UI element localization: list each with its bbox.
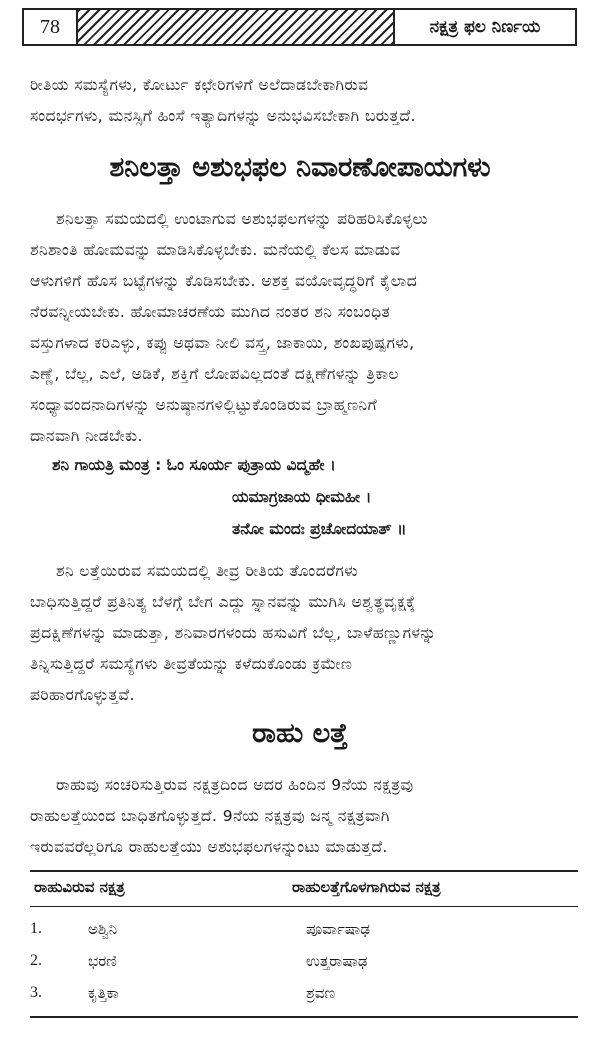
- affected-nakshatra: ಉತ್ತರಾಷಾಢ: [306, 952, 368, 970]
- section-heading-shani: ಶನಿಲತ್ತಾ ಅಶುಭಫಲ ನಿವಾರಣೋಪಾಯಗಳು: [109, 152, 491, 183]
- table-top-rule: [30, 870, 578, 872]
- text-line: ಶನಿಶಾಂತಿ ಹೋಮವನ್ನು ಮಾಡಿಸಿಕೊಳ್ಳಬೇಕು. ಮನೆಯಲ್ಲಿ ಕೆಲಸ ಮಾಡುವ: [30, 241, 401, 259]
- shani-severe-paragraph: [30, 556, 578, 711]
- text-line: ಬಾಧಿಸುತ್ತಿದ್ದರೆ ಪ್ರತಿನಿತ್ಯ ಬೆಳಗ್ಗೆ ಬೇಗ ಎದ್ದು ಸ್ನಾನವನ್ನು ಮುಗಿಸಿ ಅಶ್ವತ್ಥವೃಕ್ಷಕ್ಕೆ: [30, 593, 416, 611]
- rahu-paragraph: [30, 770, 578, 863]
- text-line: ಸಂಧ್ಯಾವಂದನಾದಿಗಳನ್ನು ಅನುಷ್ಠಾನಗಳಿಲ್ಲಿಟ್ಟುಕೊಂಡಿರುವ ಬ್ರಾಹ್ಮಣನಿಗೆ: [30, 396, 378, 414]
- page-number: 78: [24, 10, 78, 44]
- mantra-line-3: ತನೋ ಮಂದಃ ಪ್ರಚೋದಯಾತ್ ॥: [232, 520, 407, 538]
- column-header-affected: ರಾಹುಲತ್ತೆಗೊಳಗಾಗಿರುವ ನಕ್ಷತ್ರ: [292, 878, 441, 896]
- mantra-line-1: ಶನಿ ಗಾಯತ್ರಿ ಮಂತ್ರ : ಓಂ ಸೂರ್ಯ ಪುತ್ರಾಯ ವಿದ್ಮಹೇ ।: [52, 456, 336, 474]
- rahu-nakshatra: ಅಶ್ವಿನಿ: [88, 920, 118, 938]
- rahu-nakshatra: ಭರಣಿ: [88, 952, 117, 970]
- text-line: ರಾಹುಲತ್ತೆಯಿಂದ ಬಾಧಿತಗೊಳ್ಳುತ್ತದೆ. 9ನೆಯ ನಕ್ಷತ್ರವು ಜನ್ಮ ನಕ್ಷತ್ರವಾಗಿ: [30, 807, 390, 825]
- row-number: 2.: [30, 952, 42, 969]
- text-line: ಸಂದರ್ಭಗಳು, ಮನಸ್ಸಿಗೆ ಹಿಂಸೆ ಇತ್ಯಾದಿಗಳನ್ನು ಅನುಭವಿಸಬೇಕಾಗಿ ಬರುತ್ತದೆ.: [30, 107, 416, 125]
- text-line: ಇರುವವರೆಲ್ಲರಿಗೂ ರಾಹುಲತ್ತೆಯು ಅಶುಭಫಲಗಳನ್ನುಂಟು ಮಾಡುತ್ತದೆ.: [30, 838, 388, 856]
- text-line: ದಾನವಾಗಿ ನೀಡಬೇಕು.: [30, 427, 143, 445]
- intro-paragraph: [30, 70, 578, 132]
- table-row: [30, 946, 578, 978]
- text-line: ರೀತಿಯ ಸಮಸ್ಯೆಗಳು, ಕೋರ್ಟು ಕಛೇರಿಗಳಿಗೆ ಅಲೆದಾಡಬೇಕಾಗಿರುವ: [30, 76, 369, 94]
- running-title: ನಕ್ಷತ್ರ ಫಲ ನಿರ್ಣಯ: [429, 17, 541, 37]
- text-line: ಶನಿಲತ್ತಾ ಸಮಯದಲ್ಲಿ ಉಂಟಾಗುವ ಅಶುಭಫಲಗಳನ್ನು ಪರಿಹರಿಸಿಕೊಳ್ಳಲು: [56, 210, 428, 228]
- text-line: ತಿನ್ನಿಸುತ್ತಿದ್ದರೆ ಸಮಸ್ಯೆಗಳು ತೀವ್ರತೆಯನ್ನು ಕಳೆದುಕೊಂಡು ಕ್ರಮೇಣ: [30, 655, 353, 673]
- shani-remedy-paragraph: [30, 204, 578, 452]
- rahu-nakshatra: ಕೃತ್ತಿಕಾ: [88, 984, 119, 1002]
- text-line: ಪರಿಹಾರಗೊಳ್ಳುತ್ತವೆ.: [30, 686, 135, 704]
- row-number: 3.: [30, 984, 42, 1001]
- header-hatch-decoration: [78, 10, 395, 44]
- running-header: [22, 8, 577, 46]
- text-line: ರಾಹುವು ಸಂಚರಿಸುತ್ತಿರುವ ನಕ್ಷತ್ರದಿಂದ ಅದರ ಹಿಂದಿನ 9ನೆಯ ನಕ್ಷತ್ರವು: [56, 776, 414, 794]
- row-number: 1.: [30, 920, 42, 937]
- column-header-rahu: ರಾಹುವಿರುವ ನಕ್ಷತ್ರ: [34, 878, 125, 896]
- table-bottom-rule: [30, 1016, 578, 1018]
- text-line: ಎಣ್ಣೆ, ಬೆಲ್ಲ, ಎಲೆ, ಅಡಿಕೆ, ಶಕ್ತಿಗೆ ಲೋಪವಿಲ್ಲದಂತೆ ದಕ್ಷಿಣೆಗಳನ್ನು ತ್ರಿಕಾಲ: [30, 365, 399, 383]
- text-line: ಶನಿ ಲತ್ತೆಯಿರುವ ಸಮಯದಲ್ಲಿ ತೀವ್ರ ರೀತಿಯ ತೊಂದರೆಗಳು: [56, 562, 359, 580]
- table-row: [30, 978, 578, 1010]
- text-line: ನೆರವನ್ನೀಯಬೇಕು. ಹೋಮಾಚರಣೆಯ ಮುಗಿದ ನಂತರ ಶನಿ ಸಂಬಂಧಿತ: [30, 303, 391, 321]
- mantra-line-2: ಯಮಾಗ್ರಜಾಯ ಧೀಮಹೀ ।: [232, 488, 372, 506]
- text-line: ವಸ್ತುಗಳಾದ ಕರಿಎಳ್ಳು, ಕಪ್ಪು ಅಥವಾ ನೀಲಿ ವಸ್ತ್ರ, ಜಾಕಾಯಿ, ಶಂಖಪುಷ್ಪಗಳು,: [30, 334, 415, 352]
- table-row: [30, 914, 578, 946]
- text-line: ಆಳುಗಳಿಗೆ ಹೊಸ ಬಟ್ಟೆಗಳನ್ನು ಕೊಡಿಸಬೇಕು. ಅಶಕ್ತ ವಯೋವೃದ್ಧರಿಗೆ ಕೈಲಾದ: [30, 272, 418, 290]
- affected-nakshatra: ಶ್ರವಣ: [306, 984, 336, 1002]
- affected-nakshatra: ಪೂರ್ವಾಷಾಢ: [306, 920, 370, 938]
- text-line: ಪ್ರದಕ್ಷಿಣೆಗಳನ್ನು ಮಾಡುತ್ತಾ, ಶನಿವಾರಗಳಂದು ಹಸುವಿಗೆ ಬೆಲ್ಲ, ಬಾಳೆಹಣ್ಣುಗಳನ್ನು: [30, 624, 437, 642]
- table-header-rule: [30, 906, 578, 907]
- section-heading-rahu: ರಾಹು ಲತ್ತೆ: [252, 718, 348, 749]
